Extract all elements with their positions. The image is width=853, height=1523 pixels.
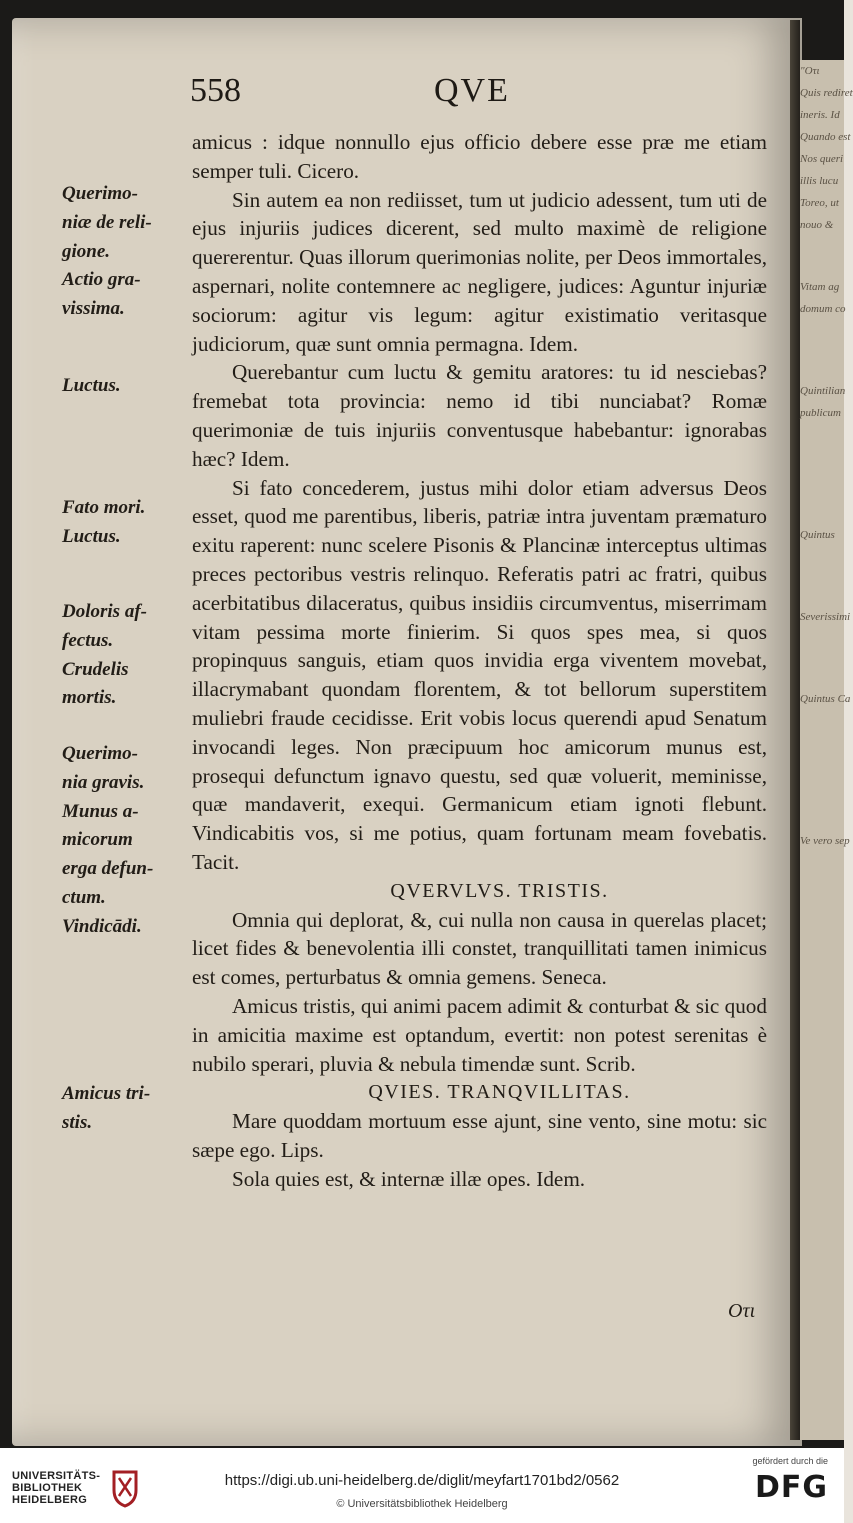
margin-note-line: Doloris af- <box>62 601 147 622</box>
bleed-line: Quintus Ca <box>800 693 851 705</box>
margin-note-amicus-tristis <box>62 1080 187 1138</box>
book-gutter <box>790 20 800 1440</box>
margin-note-line: fectus. <box>62 629 114 651</box>
running-head: QVE <box>434 72 510 109</box>
margin-note-line: Luctus. <box>62 375 121 396</box>
library-name-line: HEIDELBERG <box>12 1494 88 1506</box>
copyright-notice: © Universitätsbibliothek Heidelberg <box>336 1498 508 1510</box>
margin-note-line: erga defun- <box>62 858 154 880</box>
facing-page-edge <box>800 60 853 1440</box>
margin-note-line: niæ de reli- <box>62 211 152 233</box>
paragraph: Sola quies est, & internæ illæ opes. Idem. <box>232 1166 586 1191</box>
margin-note-line: Actio gra- <box>62 269 141 291</box>
bleed-line: Quis rediret <box>800 87 853 99</box>
main-text <box>192 128 767 1193</box>
bleed-line: Quintus <box>800 529 835 541</box>
bleed-line: publicum <box>800 407 841 419</box>
viewer-footer <box>0 1448 844 1523</box>
paragraph: Mare quoddam mortuum esse ajunt, sine vento, sine motu: sic sæpe ego. Lips. <box>192 1109 767 1162</box>
margin-note-line: gione. <box>62 240 111 262</box>
margin-note-line: Querimo- <box>62 183 138 204</box>
margin-note-line: Munus a- <box>62 800 139 822</box>
bleed-line: Vitam ag <box>800 281 840 293</box>
margin-note-line: ctum. <box>62 886 106 908</box>
funding-note: gefördert durch die <box>752 1456 828 1466</box>
permalink-url[interactable]: https://digi.ub.uni-heidelberg.de/diglit/meyfart1701bd2/0562 <box>224 1472 620 1489</box>
bleed-line: domum co <box>800 303 846 315</box>
dfg-logo[interactable]: DFG <box>754 1470 828 1505</box>
library-name-line: UNIVERSITÄTS- <box>12 1470 101 1482</box>
bleed-line: Quintilian <box>800 385 846 397</box>
margin-note-line: nia gravis. <box>62 771 145 793</box>
paragraph: Omnia qui deplorat, &, cui nulla non causa in querelas placet; licet fides & benevolentia illi constet, tranquillitati tamen inimicus est comes, perturbatus & omnia gemens. Seneca. <box>192 907 767 990</box>
bleed-line: Nos queri <box>800 153 844 165</box>
margin-note-line: mortis. <box>62 687 117 709</box>
bleed-line: "Oτι <box>800 65 820 77</box>
catchword: Oτι <box>728 1300 756 1322</box>
margin-note-fato-mori <box>62 494 187 552</box>
margin-note-doloris <box>62 598 187 713</box>
bleed-line: illis lucu <box>800 175 839 187</box>
margin-note-line: Luctus. <box>62 525 121 547</box>
margin-note-querimonia-religione <box>62 180 187 324</box>
bleed-line: ineris. Id <box>800 109 840 121</box>
margin-note-querimonia-gravis <box>62 740 187 942</box>
margin-note-line: Fato mori. <box>62 497 146 518</box>
margin-note-line: Amicus tri- <box>62 1083 151 1104</box>
margin-note-luctus <box>62 372 187 401</box>
paragraph: amicus : idque nonnullo ejus officio debere esse præ me etiam semper tuli. Cicero. <box>192 130 767 183</box>
paragraph: Querebantur cum luctu & gemitu aratores: tu id nesciebas? fremebat tota provincia: nemo id tibi nunciabat? Romæ querimoniæ de tuis injuriis conventusque habebantur: ignorabas hæc? Idem. <box>192 360 767 471</box>
paragraph: Amicus tristis, qui animi pacem adimit & conturbat & sic quod in amicitia maxime est optandum, evertit: non potest serenitas è nubilo sperari, pluvia & nebula timendæ sunt. Scrib. <box>192 993 767 1076</box>
library-name-line: BIBLIOTHEK <box>12 1482 83 1494</box>
paragraph: Sin autem ea non rediisset, tum ut judicio adessent, tum uti de ejus injuriis judices dicerent, sed multo maximè de religione quererentur. Quas illorum querimonias nolite, per Deos immortales, aspernari, nolite contemnere ac negligere, judices: Aguntur injuriæ sociorum: agitur vis legum: agitur existimatio veritasque judiciorum, quæ sunt omnia permagna. Idem. <box>192 187 767 356</box>
margin-note-line: Crudelis <box>62 658 129 680</box>
bleed-line: Ve vero sep <box>800 835 850 847</box>
bleed-line: Quando est <box>800 131 851 143</box>
margin-note-line: micorum <box>62 829 133 851</box>
margin-note-line: Vindicādi. <box>62 915 142 937</box>
page-number: 558 <box>190 72 241 109</box>
section-heading: QVIES. TRANQVILLITAS. <box>368 1081 631 1104</box>
paragraph: Si fato concederem, justus mihi dolor etiam adversus Deos esset, quod me parentibus, liberis, patriæ intra juventam præmaturo exitu raperent: nunc scelere Pisonis & Plancinæ interceptus ultimas preces pectoribus vestris relinquo. Referatis patri ac fratri, quibus acerbitatibus dilaceratus, quibus insidiis circumventus, miserrimam vitam pessima morte finierim. Si quos spes mea, si quos propinquus sanguis, etiam quos invidia erga viventem movebat, illacrymabant quondam florentem, & tot bellorum superstitem muliebri fraude cecidisse. Erit vobis locus querendi apud Senatum invocandi leges. Non præcipuum hoc amicorum munus est, prosequi defunctum ignavo questu, sed quæ voluerit, meminisse, quæ mandaverit, exequi. Germanicum etiam ignoti flebunt. Vindicabitis vos, si me potius, quam fortunam meam fovebatis. Tacit. <box>192 475 767 874</box>
margin-note-line: vissima. <box>62 298 125 320</box>
margin-note-line: Querimo- <box>62 743 138 764</box>
margin-note-line: stis. <box>62 1111 93 1133</box>
bleed-line: nouo & <box>800 219 834 231</box>
bleed-line: Toreo, ut <box>800 197 839 209</box>
bleed-line: Severissimi <box>800 611 851 623</box>
section-heading: QVERVLVS. TRISTIS. <box>390 879 609 902</box>
